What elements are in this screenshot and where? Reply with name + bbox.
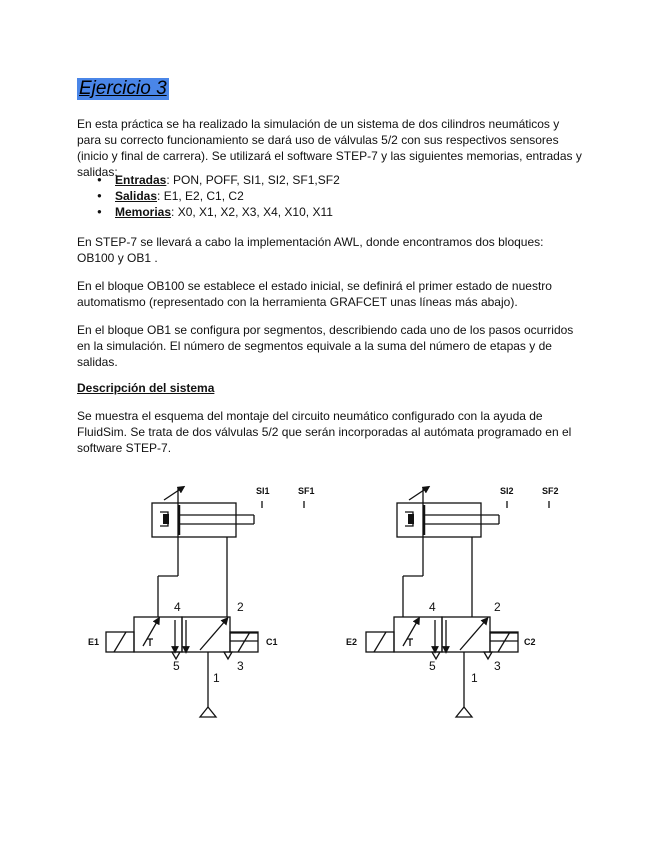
pneumatic-diagram	[0, 470, 655, 730]
port1-label-2: 1	[471, 671, 478, 685]
cylinder-1	[152, 488, 254, 576]
intro-paragraph: En esta práctica se ha realizado la simulación de un sistema de dos cilindros neumáticos y para su correcto funcionamiento se dará uso de válvulas 5/2 con sus respectivos sensores (inicio y final de carrera). Se utilizará el software STEP-7 y las siguientes memorias, entradas y salidas:	[77, 117, 582, 179]
sensor-sf2-label: SF2	[542, 486, 559, 496]
coil-e2-label: E2	[346, 637, 358, 647]
port2-label-2: 2	[494, 600, 501, 614]
port4-label-2: 4	[429, 600, 436, 614]
valve-1	[106, 576, 258, 717]
list-item: ● Memorias: X0, X1, X2, X3, X4, X10, X11	[77, 204, 582, 220]
sensor-marks-2	[507, 501, 549, 508]
section-heading: Descripción del sistema	[77, 381, 215, 395]
paragraph-ob100: En el bloque OB100 se establece el estado inicial, se definirá el primer estado de nuestro automatismo (representado con la herramienta GRAFCET unas líneas más abajo).	[77, 279, 552, 309]
port2-label-1: 2	[237, 600, 244, 614]
port5-label-1: 5	[173, 659, 180, 673]
cylinder-2	[397, 488, 499, 576]
port3-label-1: 3	[237, 659, 244, 673]
sensor-sf1-label: SF1	[298, 486, 315, 496]
coil-c1-label: C1	[266, 637, 278, 647]
paragraph-fluidsim: Se muestra el esquema del montaje del circuito neumático configurado con la ayuda de FluidSim. Se trata de dos válvulas 5/2 que serán incorporadas al autómata programado en el software STEP-7.	[77, 409, 572, 455]
port3-label-2: 3	[494, 659, 501, 673]
sensor-marks-1	[262, 501, 304, 508]
exercise-title: Ejercicio 3	[79, 78, 167, 99]
sensor-si1-label: SI1	[256, 486, 270, 496]
port4-label-1: 4	[174, 600, 181, 614]
port1-label-1: 1	[213, 671, 220, 685]
list-item: ● Salidas: E1, E2, C1, C2	[77, 188, 582, 204]
coil-c2-label: C2	[524, 637, 536, 647]
paragraph-step7: En STEP-7 se llevará a cabo la implementación AWL, donde encontramos dos bloques: OB100 y OB1 .	[77, 235, 544, 265]
valve-2	[366, 576, 518, 717]
io-list	[77, 172, 582, 220]
paragraph-ob1: En el bloque OB1 se configura por segmentos, describiendo cada uno de los pasos ocurridos en la simulación. El número de segmentos equivale a la suma del número de etapas y de salidas.	[77, 323, 574, 369]
port5-label-2: 5	[429, 659, 436, 673]
sensor-si2-label: SI2	[500, 486, 514, 496]
coil-e1-label: E1	[88, 637, 100, 647]
list-item: ● Entradas: PON, POFF, SI1, SI2, SF1,SF2	[77, 172, 582, 188]
